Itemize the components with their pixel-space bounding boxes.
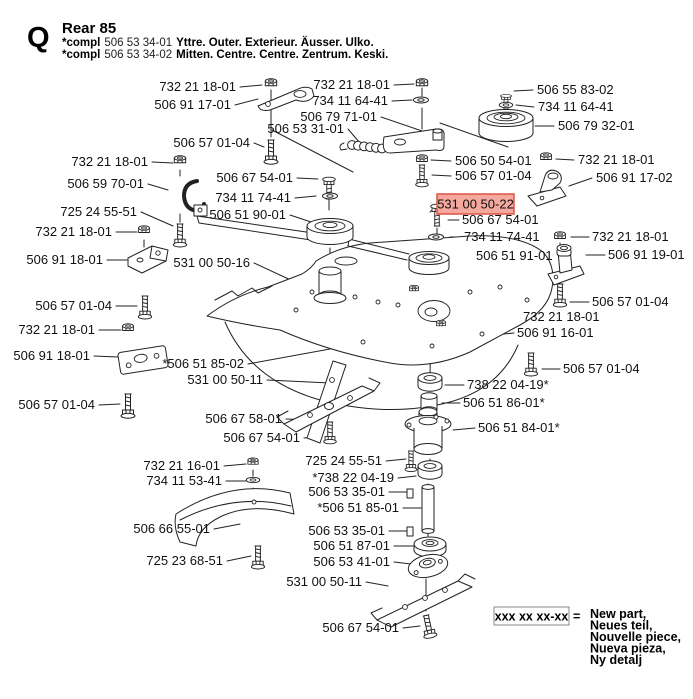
part-label[interactable]: 506 51 87-01 — [313, 538, 390, 553]
section-letter: Q — [27, 22, 50, 54]
part-label[interactable]: 506 57 01-04 — [173, 135, 250, 150]
compl-line-1: *compl 506 53 34-01 Yttre. Outer. Exterieur. Äusser. Ulko. — [62, 37, 374, 49]
part-label[interactable]: 506 53 35-01 — [308, 523, 385, 538]
left-clamp-group — [118, 296, 169, 418]
part-label[interactable]: 506 53 41-01 — [313, 554, 390, 569]
part-label[interactable]: 506 79 32-01 — [558, 118, 635, 133]
part-label[interactable]: *506 51 85-02 — [162, 356, 244, 371]
part-label[interactable]: 725 23 68-51 — [146, 553, 223, 568]
part-label[interactable]: 732 21 16-01 — [143, 458, 220, 473]
drive-belt — [197, 216, 409, 260]
part-label[interactable]: 506 57 01-04 — [18, 397, 95, 412]
idler-pulley-group — [479, 94, 533, 141]
part-label[interactable]: 732 21 18-01 — [71, 154, 148, 169]
page-title: Rear 85 — [62, 20, 117, 37]
blade-mount — [406, 551, 450, 581]
idler-arm — [383, 129, 444, 153]
angle-bracket-group — [128, 226, 168, 273]
legend-line: Neues teil, — [590, 618, 653, 633]
right-upper-bracket — [528, 153, 566, 206]
part-label[interactable]: *738 22 04-19 — [312, 470, 394, 485]
deck-bolt — [524, 353, 537, 376]
part-label[interactable]: 506 91 18-01 — [13, 348, 90, 363]
part-label[interactable]: 734 11 74-41 — [464, 229, 540, 244]
part-label[interactable]: 506 57 01-04 — [592, 294, 669, 309]
right-lower-bracket-group — [548, 232, 584, 307]
legend-line: Nouvelle piece, — [590, 630, 682, 644]
part-label[interactable]: 734 11 64-41 — [312, 93, 388, 108]
part-label[interactable]: 732 21 18-01 — [313, 77, 390, 92]
left-spindle-pulley — [307, 177, 353, 244]
part-label[interactable]: 506 67 54-01 — [216, 170, 293, 185]
part-label[interactable]: 506 57 01-04 — [35, 298, 112, 313]
legend-line: New part, — [590, 607, 647, 621]
legend-line: Nueva pieza, — [590, 641, 666, 656]
part-label[interactable]: 732 21 18-01 — [578, 152, 655, 167]
part-label[interactable]: 506 91 16-01 — [517, 325, 594, 340]
part-label[interactable]: 506 91 18-01 — [26, 252, 103, 267]
new-part-legend — [494, 607, 681, 667]
part-label[interactable]: 738 22 04-19* — [467, 377, 549, 392]
hook-bracket-group — [173, 156, 207, 247]
part-label[interactable]: 506 91 17-02 — [596, 170, 673, 185]
part-label[interactable]: 732 21 18-01 — [159, 79, 236, 94]
part-labels — [13, 77, 684, 635]
part-label[interactable]: 506 50 54-01 — [455, 153, 532, 168]
part-label[interactable]: 506 51 90-01 — [209, 207, 286, 222]
part-label[interactable]: 732 21 18-01 — [18, 322, 95, 337]
part-label[interactable]: 531 00 50-11 — [187, 372, 263, 387]
part-label[interactable]: 506 91 19-01 — [608, 247, 685, 262]
part-label[interactable]: 531 00 50-16 — [173, 255, 250, 270]
highlighted-part-label[interactable]: 531 00 50-22 — [437, 196, 514, 212]
header — [27, 20, 388, 61]
part-label[interactable]: 732 21 18-01 — [35, 224, 112, 239]
legend-pattern: xxx xx xx-xx — [494, 609, 569, 624]
part-label[interactable]: 506 51 86-01* — [463, 395, 545, 410]
compl-line-2: *compl 506 53 34-02 Mitten. Centre. Centre. Zentrum. Keski. — [62, 49, 389, 61]
part-label[interactable]: 506 53 35-01 — [308, 484, 385, 499]
part-label[interactable]: 725 24 55-51 — [305, 453, 382, 468]
part-label[interactable]: 506 57 01-04 — [455, 168, 532, 183]
spindle-boss — [314, 267, 346, 304]
key-pin — [407, 489, 413, 498]
legend-line: Ny detalj — [590, 653, 643, 667]
part-label[interactable]: 506 51 84-01* — [478, 420, 560, 435]
shaft — [422, 485, 434, 534]
part-label[interactable]: 506 67 54-01 — [462, 212, 539, 227]
part-label[interactable]: 732 21 18-01 — [592, 229, 669, 244]
part-label[interactable]: 732 21 18-01 — [523, 309, 600, 324]
part-label[interactable]: 506 67 54-01 — [223, 430, 300, 445]
part-label[interactable]: 734 11 53-41 — [146, 473, 222, 488]
part-label[interactable]: 506 55 83-02 — [537, 82, 614, 97]
part-label[interactable]: 506 67 54-01 — [322, 620, 399, 635]
part-label[interactable]: 506 51 91-01 — [476, 248, 553, 263]
part-label[interactable]: 734 11 64-41 — [538, 99, 614, 114]
key-pin — [407, 527, 413, 536]
spindle-housing — [405, 408, 451, 455]
highlighted-part[interactable] — [437, 194, 514, 214]
part-label[interactable]: 506 57 01-04 — [563, 361, 640, 376]
part-label[interactable]: 506 66 55-01 — [133, 521, 210, 536]
legend-equals: = — [573, 609, 581, 624]
washer-pulley — [414, 537, 446, 557]
part-label[interactable]: 506 91 17-01 — [154, 97, 231, 112]
part-label[interactable]: 506 79 71-01 — [300, 109, 377, 124]
part-label[interactable]: *506 51 85-01 — [317, 500, 399, 515]
part-label[interactable]: 531 00 50-11 — [286, 574, 362, 589]
part-label[interactable]: 506 67 58-01 — [205, 411, 282, 426]
part-label[interactable]: 506 59 70-01 — [67, 176, 144, 191]
part-label[interactable]: 725 24 55-51 — [60, 204, 137, 219]
part-label[interactable]: 734 11 74-41 — [215, 190, 291, 205]
part-label[interactable]: 506 53 31-01 — [267, 121, 344, 136]
